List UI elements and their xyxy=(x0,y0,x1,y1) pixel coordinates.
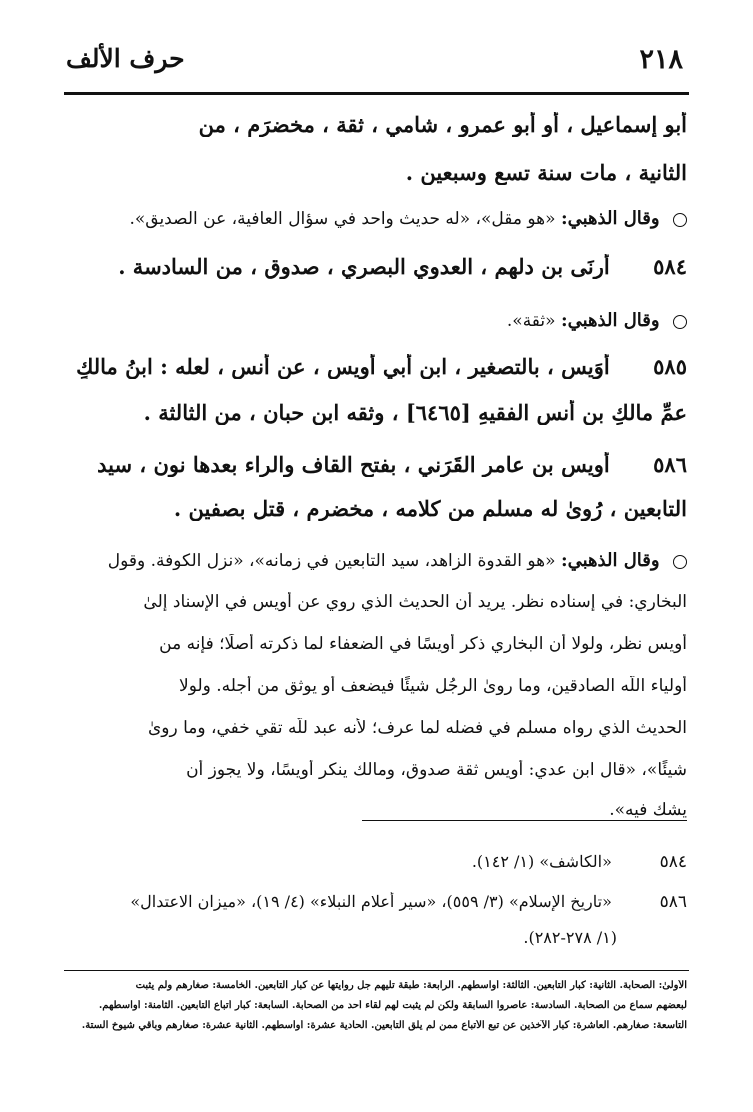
entry-586-line1 xyxy=(60,452,687,477)
footnote-number: ٥٨٦ xyxy=(659,892,687,912)
circle-bullet-icon xyxy=(673,213,687,227)
dhahabi-comment-586-line6: شيئًا»، «قال ابن عدي: أويس ثقة صدوق، ومالك ينكر أويسًا، ولا يجوز أن xyxy=(186,760,687,780)
footnote-584 xyxy=(60,852,687,872)
running-title: حرف الألف xyxy=(66,44,185,73)
dhahabi-comment-586-line4: أولياء اللّه الصادقين، وما روىٰ الرجُل شيئًا فيضعف أو يوثق من أجله. ولولا xyxy=(179,676,687,696)
footnote-586-cont: (١/ ٢٧٨-٢٨٢). xyxy=(523,928,617,947)
comment-text: «هو القدوة الزاهد، سيد التابعين في زمانه»، «نزل الكوفة. وقول xyxy=(107,551,556,571)
entry-number: ٥٨٥ xyxy=(653,354,687,379)
footnote-rule xyxy=(362,820,687,821)
footnote-text: «تاريخ الإسلام» (٣/ ٥٥٩)، «سير أعلام النبلاء» (٤/ ١٩)، «ميزان الاعتدال» xyxy=(130,892,612,911)
entry-text: أُوَيس ، بالتصغير ، ابن أبي أويس ، عن أنس ، لعله : ابنُ مالكٍ xyxy=(76,354,610,379)
entry-number: ٥٨٤ xyxy=(653,254,687,279)
footnote-586 xyxy=(60,892,687,912)
entry-586-line2: التابعين ، رُوىٰ له مسلم من كلامه ، مخضرم ، قتل بصفين . xyxy=(173,496,687,521)
dhahabi-comment-586-line1 xyxy=(60,550,687,571)
entry-584 xyxy=(60,254,687,279)
dhahabi-comment-586-line7: يشك فيه». xyxy=(609,800,687,820)
tabaqat-legend-line3: التاسعة: صغارهم. العاشرة: كبار الآخذين عن تبع الأتباع ممن لم يلق التابعين. الحادية عشرة: أواسطهم. الثانية عشرة: صغارهم وباقي شيوخ الستة. xyxy=(81,1020,687,1031)
entry-number: ٥٨٦ xyxy=(653,452,687,477)
comment-label: وقال الذهبي: xyxy=(560,550,660,571)
comment-label: وقال الذهبي: xyxy=(560,208,660,229)
legend-rule xyxy=(64,970,689,971)
comment-text: «هو مقل»، «له حديث واحد في سؤال العافية، عن الصديق». xyxy=(129,209,556,229)
dhahabi-comment-584 xyxy=(60,310,687,331)
entry-583-line2: الثانية ، مات سنة تسع وسبعين . xyxy=(405,160,687,185)
footnote-number: ٥٨٤ xyxy=(659,852,687,872)
dhahabi-comment-583 xyxy=(60,208,687,229)
footnote-text: «الكاشف» (١/ ١٤٢). xyxy=(471,852,612,871)
circle-bullet-icon xyxy=(673,555,687,569)
entry-text: أرنَى بن دلهم ، العدوي البصري ، صدوق ، من السادسة . xyxy=(118,254,610,279)
tabaqat-legend-line2: لبعضهم سماع من الصحابة. السادسة: عاصروا السابقة ولكن لم يثبت لهم لقاء أحد من الصحابة. السابعة: كبار أتباع التابعين. الثامنة: أواسطهم. xyxy=(98,1000,687,1011)
comment-label: وقال الذهبي: xyxy=(560,310,660,331)
circle-bullet-icon xyxy=(673,315,687,329)
header-rule xyxy=(64,92,689,95)
page-number: ٢١٨ xyxy=(639,44,683,75)
dhahabi-comment-586-line3: أويس نظر، ولولا أن البخاري ذكر أويسًا في الضعفاء لما ذكرته أصلًا؛ فإنه من xyxy=(159,634,687,654)
comment-text: «ثقة». xyxy=(506,311,556,331)
entry-text: أُويس بن عامر القَرَني ، بفتح القاف والراء بعدها نون ، سيد xyxy=(97,452,610,477)
entry-583-line1: أبو إسماعيل ، أو أبو عمرو ، شامي ، ثقة ، مخضرَم ، من xyxy=(198,112,687,137)
entry-585-line1 xyxy=(60,354,687,379)
dhahabi-comment-586-line5: الحديث الذي رواه مسلم في فضله لما عرف؛ لأنه عبد للّه تقي خفي، وما روىٰ xyxy=(147,718,687,738)
dhahabi-comment-586-line2: البخاري: في إسناده نظر. يريد أن الحديث الذي روي عن أويس في الإسناد إلىٰ xyxy=(143,592,687,612)
entry-585-line2: عمِّ مالكِ بنِ أنسٍ الفقيهِ [٦٤٦٥] ، وثقه ابن حبان ، من الثالثة . xyxy=(143,400,687,425)
tabaqat-legend-line1: الأولىٰ: الصحابة. الثانية: كبار التابعين. الثالثة: أواسطهم. الرابعة: طبقة تليهم جل روايتها عن كبار التابعين. الخامسة: صغارهم ولم يثبت xyxy=(135,980,687,991)
